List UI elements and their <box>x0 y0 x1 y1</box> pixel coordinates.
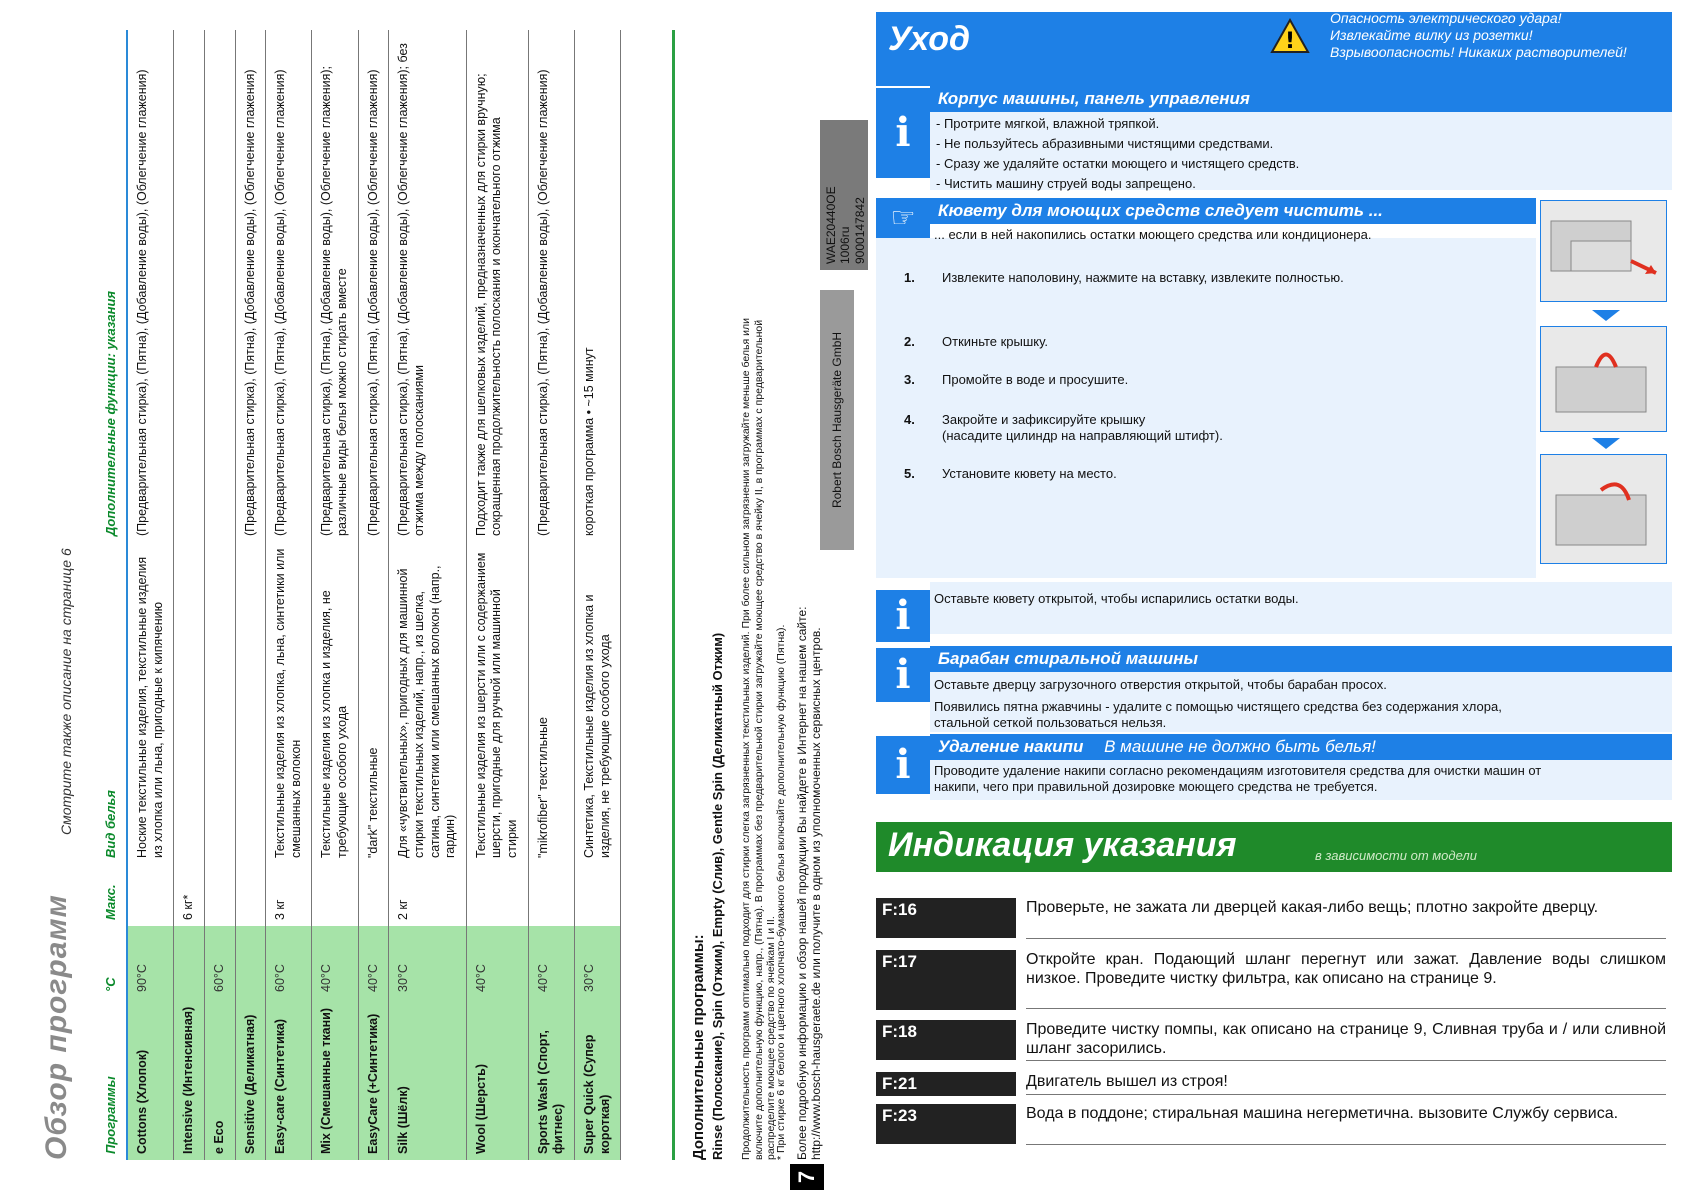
step-number: 4. <box>904 412 915 427</box>
program-name: Cottons (Хлопок) <box>127 998 174 1160</box>
drawer-lid-image <box>1540 326 1667 432</box>
section-descaling-title <box>930 734 1672 760</box>
program-fabric: Синтетика, Текстильные изделия из хлопка и изделия, не требующие особого ухода <box>574 542 620 864</box>
error-code: F:21 <box>876 1072 1016 1096</box>
header-functions: Дополнительные функции: указания <box>95 30 127 542</box>
drawer-tip: Оставьте кювету открытой, чтобы испарились остатки воды. <box>934 591 1299 606</box>
program-functions: (Предварительная стирка), (Пятна), (Добавление воды), (Облегчение глажения); без отжима между полосканиями <box>389 30 467 542</box>
manufacturer-label: Robert Bosch Hausgeräte GmbH <box>820 290 854 550</box>
extra-programs-title <box>690 934 707 1160</box>
list-item: - Протрите мягкой, влажной тряпкой. <box>936 114 1299 134</box>
care-title: Уход <box>888 20 971 58</box>
error-text: Вода в поддоне; стиральная машина негерметична. вызовите Службу сервиса. <box>1026 1104 1666 1145</box>
table-row <box>174 30 205 1160</box>
program-fabric <box>235 542 266 864</box>
program-fabric: Текстильные изделия из хлопка, льна, синтетики или смешанных волокон <box>266 542 312 864</box>
program-name: Intensive (Интенсивная) <box>174 998 205 1160</box>
error-text: Откройте кран. Подающий шланг перегнут или зажат. Давление воды слишком низкое. Проведите чистку фильтра, как описано на странице 9. <box>1026 950 1666 1009</box>
program-temp: 40°C <box>358 926 389 998</box>
program-name: Silk (Шёлк) <box>389 998 467 1160</box>
table-row <box>266 30 312 1160</box>
divider <box>672 30 675 1160</box>
error-row <box>876 1072 1672 1096</box>
program-functions: (Предварительная стирка), (Пятна), (Добавление воды), (Облегчение глажения) <box>235 30 266 542</box>
info-icon: i <box>876 590 930 642</box>
page-number: 7 <box>790 1164 824 1190</box>
warning-line: Опасность электрического удара! <box>1330 10 1562 26</box>
step-text: Промойте в воде и просушите. <box>942 372 1129 387</box>
table-row <box>574 30 620 1160</box>
model-number: WAE20440OE <box>824 186 838 264</box>
program-functions: (Предварительная стирка), (Пятна), (Добавление воды), (Облегчение глажения) <box>528 30 574 542</box>
table-row <box>466 30 528 1160</box>
descaling-text-2: накипи, чего при правильной дозировке моющего средства не требуется. <box>934 779 1378 794</box>
program-fabric: Для «чувствительных», пригодных для машинной стирки текстильных изделий, напр., из шелка, сатина, синтетики или смешанных волокон (напр., гардин) <box>389 542 467 864</box>
program-temp: 90°C <box>127 926 174 998</box>
internet-info: Более подробную информацию и обзор нашей продукции Вы найдете в Интернет на нашем сайте: http://www.bosch-hausgeraete.de или получите в одном из уполномоченных сервисных центров. <box>795 606 824 1160</box>
program-temp: 60°C <box>204 926 235 998</box>
error-text: Проверьте, не зажата ли дверцей какая-либо вещь; плотно закройте дверцу. <box>1026 898 1666 939</box>
program-fabric: Текстильные изделия из шерсти или с содержанием шерсти, пригодные для ручной или машинной стирки <box>466 542 528 864</box>
section-drum-title: Барабан стиральной машины <box>930 646 1672 672</box>
program-max-load: 3 кг <box>266 864 312 926</box>
step-text: (насадите цилиндр на направляющий штифт). <box>942 428 1223 443</box>
indication-title: Индикация указания <box>888 826 1237 864</box>
page-subtitle: Смотрите также описание на странице 6 <box>58 548 74 835</box>
step-text: Закройте и зафиксируйте крышку <box>942 412 1146 427</box>
warning-line: Извлекайте вилку из розетки! <box>1330 26 1533 43</box>
header-type-label: Вид белья <box>103 790 118 858</box>
program-name: Sports Wash (Спорт, фитнес) <box>528 998 574 1160</box>
extra-programs-list: Rinse (Полоскание), Spin (Отжим), Empty (Слив), Gentle Spin (Деликатный Отжим) <box>710 632 725 1160</box>
info-icon: i <box>876 648 930 702</box>
program-max-load <box>235 864 266 926</box>
program-temp: 30°C <box>389 926 467 998</box>
list-item: - Сразу же удаляйте остатки моющего и чистящего средств. <box>936 154 1299 174</box>
program-temp: 60°C <box>266 926 312 998</box>
program-max-load: 6 кг* <box>174 864 205 926</box>
program-functions: (Предварительная стирка), (Пятна), (Добавление воды), (Облегчение глажения) <box>266 30 312 542</box>
step-number: 3. <box>904 372 915 387</box>
drum-text-2: Появились пятна ржавчины - удалите с помощью чистящего средства без содержания хлора, <box>934 699 1502 714</box>
program-max-load <box>127 864 174 926</box>
error-row <box>876 1104 1672 1146</box>
header-programs: Программы <box>95 998 127 1160</box>
step-text: Откиньте крышку. <box>942 334 1048 349</box>
header-temp: °C <box>95 926 127 998</box>
program-temp: 40°C <box>528 926 574 998</box>
program-functions <box>204 30 235 542</box>
arrow-down-icon <box>1592 310 1620 321</box>
page-title: Обзор программ <box>40 894 73 1160</box>
program-functions <box>174 30 205 542</box>
program-name: e Eco <box>204 998 235 1160</box>
model-locale: 1006ru <box>838 226 853 264</box>
program-fabric <box>174 542 205 864</box>
warning-line: Взрывоопасность! Никаких растворителей! <box>1330 43 1627 60</box>
table-row <box>235 30 266 1160</box>
table-row <box>528 30 574 1160</box>
section-drawer-title: Кювету для моющих средств следует чистить ... <box>930 198 1536 224</box>
error-row <box>876 898 1672 940</box>
program-functions: короткая программа • ~15 минут <box>574 30 620 542</box>
warning-text <box>1330 10 1627 60</box>
program-name: Sensitive (Деликатная) <box>235 998 266 1160</box>
program-max-load <box>204 864 235 926</box>
step-text: Извлеките наполовину, нажмите на вставку, извлеките полностью. <box>942 270 1344 285</box>
program-max-load <box>312 864 358 926</box>
step-text: Установите кювету на место. <box>942 466 1117 481</box>
model-code: 9000147842 <box>852 197 867 264</box>
error-text: Двигатель вышел из строя! <box>1026 1072 1666 1095</box>
program-fabric: "mikrofiber" текстильные <box>528 542 574 864</box>
program-functions: Подходит также для шелковых изделий, предназначенных для стирки вручную; сокращенная продолжительность полоскания и окончательного отжима <box>466 30 528 542</box>
extra-programs-title-text: Дополнительные программы: <box>690 934 707 1160</box>
program-temp: 40°C <box>466 926 528 998</box>
program-functions: (Предварительная стирка), (Пятна), (Добавление воды), (Облегчение глажения) <box>358 30 389 542</box>
table-row <box>127 30 174 1160</box>
drawer-intro: ... если в ней накопились остатки моющего средства или кондиционера. <box>934 227 1372 242</box>
footnote-duration: Продолжительность программ оптимально подходит для стирки слегка загрязненных текстильных изделий. При более сильном загрязнении загружайте меньше белья или включите дополнительную функцию, напр., (Пятна). В программах без предварительной стирки загружайте моющее средство в ячейку II, в программах с предварительной распределите моющее средство по ячейкам I и II. <box>740 318 778 1160</box>
program-fabric <box>204 542 235 864</box>
drum-text-1: Оставьте дверцу загрузочного отверстия открытой, чтобы барабан просох. <box>934 677 1387 692</box>
program-max-load <box>528 864 574 926</box>
error-code: F:17 <box>876 950 1016 1010</box>
table-row <box>312 30 358 1160</box>
program-functions: (Предварительная стирка), (Пятна), (Добавление воды), (Облегчение глажения); различные виды белья можно стирать вместе <box>312 30 358 542</box>
program-name: Wool (Шерсть) <box>466 998 528 1160</box>
list-item: - Чистить машину струей воды запрещено. <box>936 174 1299 194</box>
warning-icon <box>1270 18 1310 54</box>
table-row <box>204 30 235 1160</box>
program-max-load <box>574 864 620 926</box>
program-fabric: "dark" текстильные <box>358 542 389 864</box>
step-number: 1. <box>904 270 915 285</box>
program-max-load <box>466 864 528 926</box>
program-temp: 40°C <box>312 926 358 998</box>
descaling-note: В машине не должно быть белья! <box>1104 737 1376 756</box>
program-temp <box>235 926 266 998</box>
table-row <box>389 30 467 1160</box>
program-temp <box>174 926 205 998</box>
footnote-asterisk: * При стирке 6 кг белого и цветного хлопчато-бумажного белья включайте дополнительную функцию (Пятна). <box>775 624 787 1160</box>
program-name: Mix (Смешанные ткани) <box>312 998 358 1160</box>
header-max: Макс. <box>95 864 127 926</box>
body-care-list <box>936 114 1299 194</box>
drawer-cap-image <box>1540 454 1667 564</box>
descaling-text-1: Проводите удаление накипи согласно рекомендациям изготовителя средства для очистки машин от <box>934 763 1542 778</box>
program-name: EasyCare (+Синтетика) <box>358 998 389 1160</box>
error-row <box>876 1020 1672 1062</box>
program-functions: (Предварительная стирка), (Пятна), (Добавление воды), (Облегчение глажения) <box>127 30 174 542</box>
info-icon: i <box>876 88 930 178</box>
step-number: 5. <box>904 466 915 481</box>
descaling-title-text: Удаление накипи <box>938 737 1084 756</box>
svg-text:!: ! <box>1284 29 1296 54</box>
hand-pointer-icon: ☞ <box>876 198 930 238</box>
header-type <box>95 542 127 864</box>
error-code: F:18 <box>876 1020 1016 1060</box>
drum-text-3: стальной сеткой пользоваться нельзя. <box>934 715 1167 730</box>
program-max-load <box>358 864 389 926</box>
program-table <box>95 30 621 1160</box>
model-info <box>820 120 868 270</box>
info-icon: i <box>876 736 930 794</box>
step-number: 2. <box>904 334 915 349</box>
program-fabric: Ноские текстильные изделия, текстильные изделия из хлопка или льна, пригодные к кипячению <box>127 542 174 864</box>
program-name: Easy-care (Синтетика) <box>266 998 312 1160</box>
section-background <box>876 238 1536 578</box>
program-fabric: Текстильные изделия из хлопка и изделия, не требующие особого ухода <box>312 542 358 864</box>
program-name: Super Quick (Супер короткая) <box>574 998 620 1160</box>
error-text: Проведите чистку помпы, как описано на странице 9, Сливная труба и / или сливной шланг засорились. <box>1026 1020 1666 1061</box>
error-code: F:23 <box>876 1104 1016 1144</box>
drawer-remove-image <box>1540 200 1667 302</box>
error-code: F:16 <box>876 898 1016 938</box>
indication-subtitle: в зависимости от модели <box>1315 848 1477 863</box>
list-item: - Не пользуйтесь абразивными чистящими средствами. <box>936 134 1299 154</box>
arrow-down-icon <box>1592 438 1620 449</box>
section-body-title: Корпус машины, панель управления <box>930 86 1672 112</box>
program-max-load: 2 кг <box>389 864 467 926</box>
table-row <box>358 30 389 1160</box>
program-temp: 30°C <box>574 926 620 998</box>
error-row <box>876 950 1672 1010</box>
